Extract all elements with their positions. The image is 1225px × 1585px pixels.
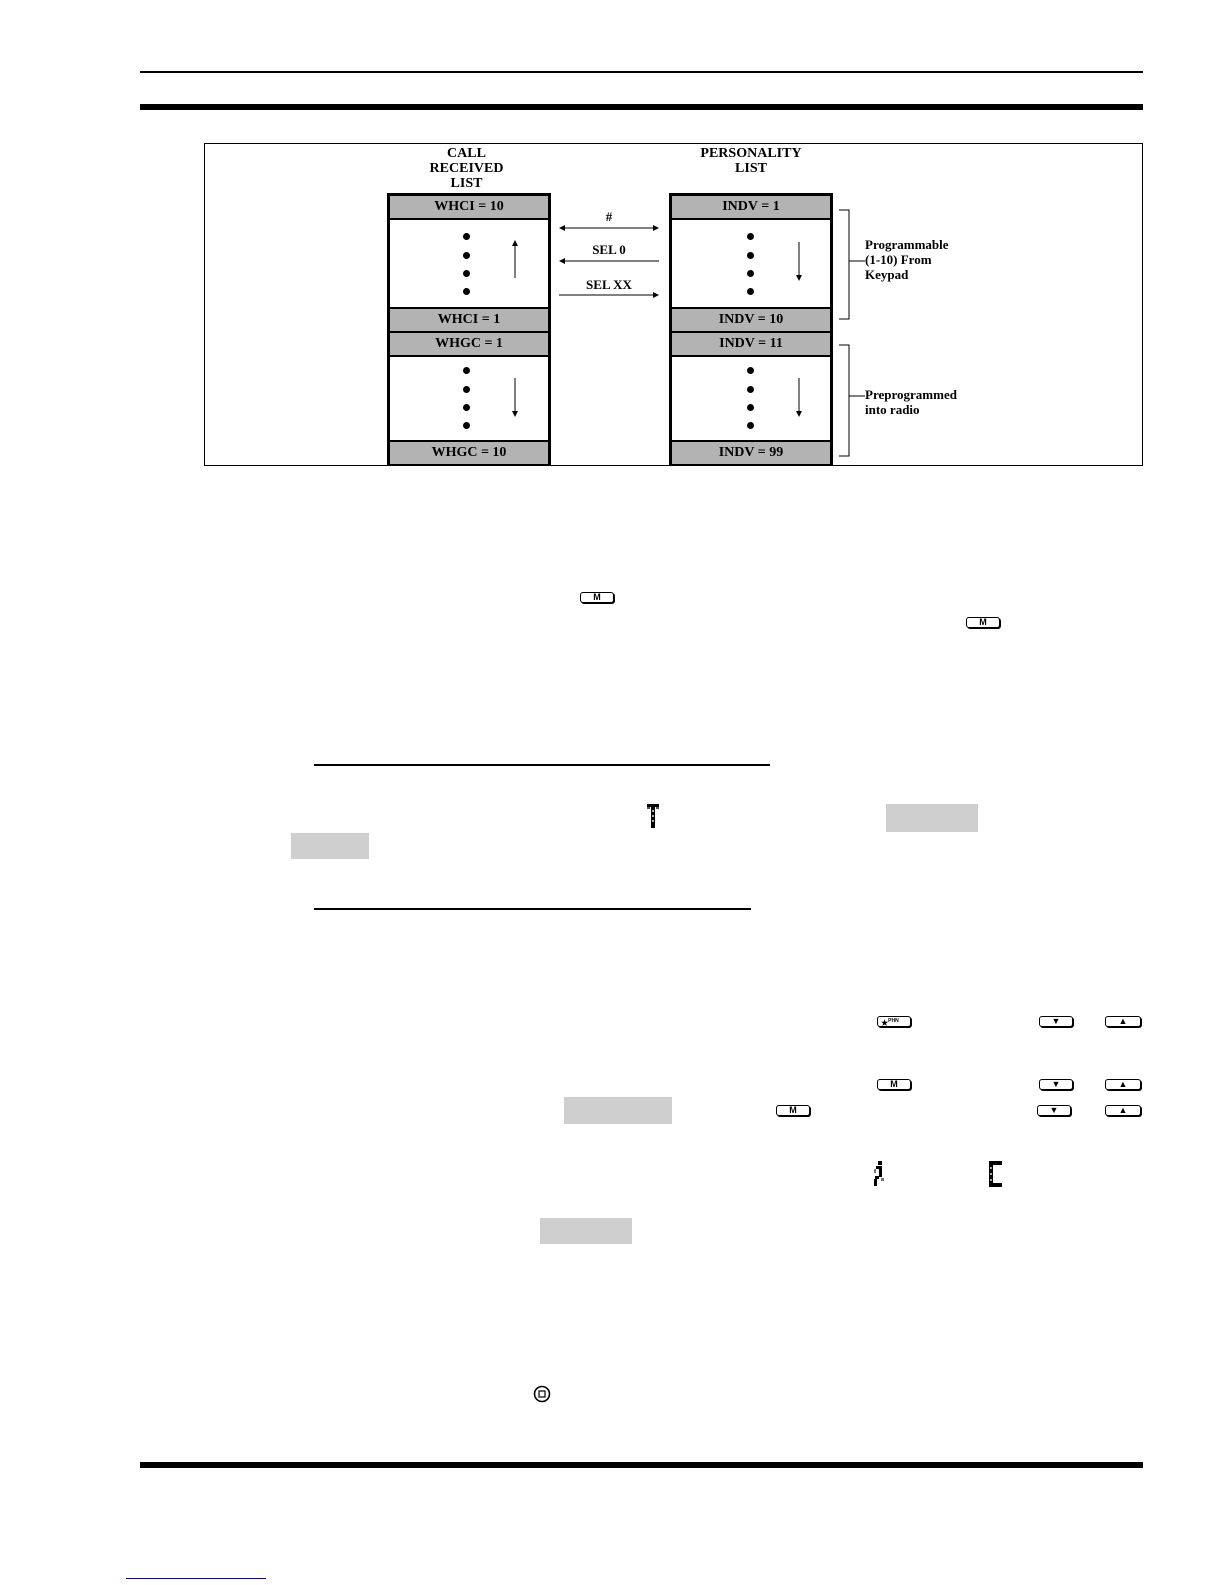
m-key: M xyxy=(776,1105,810,1116)
target-button-icon xyxy=(533,1385,551,1403)
title-line: RECEIVED xyxy=(429,161,504,176)
call-received-title xyxy=(389,146,544,191)
ellipsis-dot xyxy=(747,422,754,429)
bracket-segment-icon xyxy=(989,1161,1003,1187)
ellipsis-dot xyxy=(463,386,470,393)
ellipsis-dot xyxy=(463,404,470,411)
programmable-label xyxy=(865,237,949,282)
double-arrow-icon xyxy=(559,224,659,232)
list-cell: WHCI = 1 xyxy=(390,307,548,331)
list-cell: INDV = 99 xyxy=(672,440,830,464)
label-line: Preprogrammed xyxy=(865,387,957,402)
walking-person-icon xyxy=(871,1161,887,1187)
footer-rule-thick xyxy=(140,1462,1143,1468)
down-key: ▼ xyxy=(1039,1016,1073,1027)
section-underline xyxy=(314,764,770,766)
label-line: Programmable xyxy=(865,237,949,252)
list-cell: WHCI = 10 xyxy=(390,196,548,220)
ellipsis-dot xyxy=(747,386,754,393)
antenna-icon xyxy=(647,804,659,828)
footer-link-underline[interactable] xyxy=(126,1578,266,1579)
m-key: M xyxy=(877,1079,911,1090)
label-line: Keypad xyxy=(865,267,909,282)
down-key: ▼ xyxy=(1037,1105,1071,1116)
up-key: ▲ xyxy=(1105,1016,1141,1027)
phn-label: PHN xyxy=(888,1018,899,1024)
arrow-label-selxx: SEL XX xyxy=(586,277,632,292)
highlight-block xyxy=(886,804,978,832)
up-arrow-icon xyxy=(510,240,520,280)
bracket-icon xyxy=(837,209,867,459)
list-cell: WHGC = 1 xyxy=(390,333,548,357)
title-line: LIST xyxy=(735,161,767,176)
highlight-block xyxy=(540,1218,632,1244)
highlight-block xyxy=(564,1097,672,1124)
section-underline xyxy=(314,908,751,910)
down-key: ▼ xyxy=(1039,1079,1073,1090)
down-arrow-icon xyxy=(794,376,804,418)
m-key: M xyxy=(966,617,1000,628)
up-key: ▲ xyxy=(1105,1079,1141,1090)
ellipsis-dot xyxy=(463,233,470,240)
personality-title xyxy=(671,146,831,176)
left-arrow-icon xyxy=(559,257,659,265)
ellipsis-dot xyxy=(747,270,754,277)
personality-list xyxy=(669,193,833,466)
arrow-label-sel0: SEL 0 xyxy=(592,242,626,257)
preprogrammed-label xyxy=(865,387,957,417)
ellipsis-dot xyxy=(463,288,470,295)
ellipsis-dot xyxy=(747,367,754,374)
list-cell: WHGC = 10 xyxy=(390,440,548,464)
header-rule-thin xyxy=(140,71,1143,73)
m-key: M xyxy=(580,592,614,603)
list-cell: INDV = 1 xyxy=(672,196,830,220)
star-glyph: ★ xyxy=(881,1018,889,1028)
right-arrow-icon xyxy=(559,291,659,299)
list-cell: INDV = 11 xyxy=(672,333,830,357)
up-key: ▲ xyxy=(1105,1105,1141,1116)
ellipsis-dot xyxy=(463,270,470,277)
label-line: into radio xyxy=(865,402,920,417)
down-arrow-icon xyxy=(510,376,520,418)
ellipsis-dot xyxy=(747,233,754,240)
down-arrow-icon xyxy=(794,240,804,282)
ellipsis-dot xyxy=(463,252,470,259)
list-cell: INDV = 10 xyxy=(672,307,830,331)
ellipsis-dot xyxy=(747,288,754,295)
title-line: LIST xyxy=(450,176,483,191)
header-rule-thick xyxy=(140,104,1143,110)
arrow-label-hash: # xyxy=(605,209,613,224)
ellipsis-dot xyxy=(747,404,754,411)
call-list-figure xyxy=(204,143,1143,466)
ellipsis-dot xyxy=(747,252,754,259)
star-phn-key xyxy=(877,1016,911,1027)
ellipsis-dot xyxy=(463,367,470,374)
highlight-block xyxy=(291,833,369,859)
title-line: CALL xyxy=(447,146,486,161)
title-line: PERSONALITY xyxy=(700,146,802,161)
call-received-list xyxy=(387,193,551,466)
label-line: (1-10) From xyxy=(865,252,932,267)
ellipsis-dot xyxy=(463,422,470,429)
